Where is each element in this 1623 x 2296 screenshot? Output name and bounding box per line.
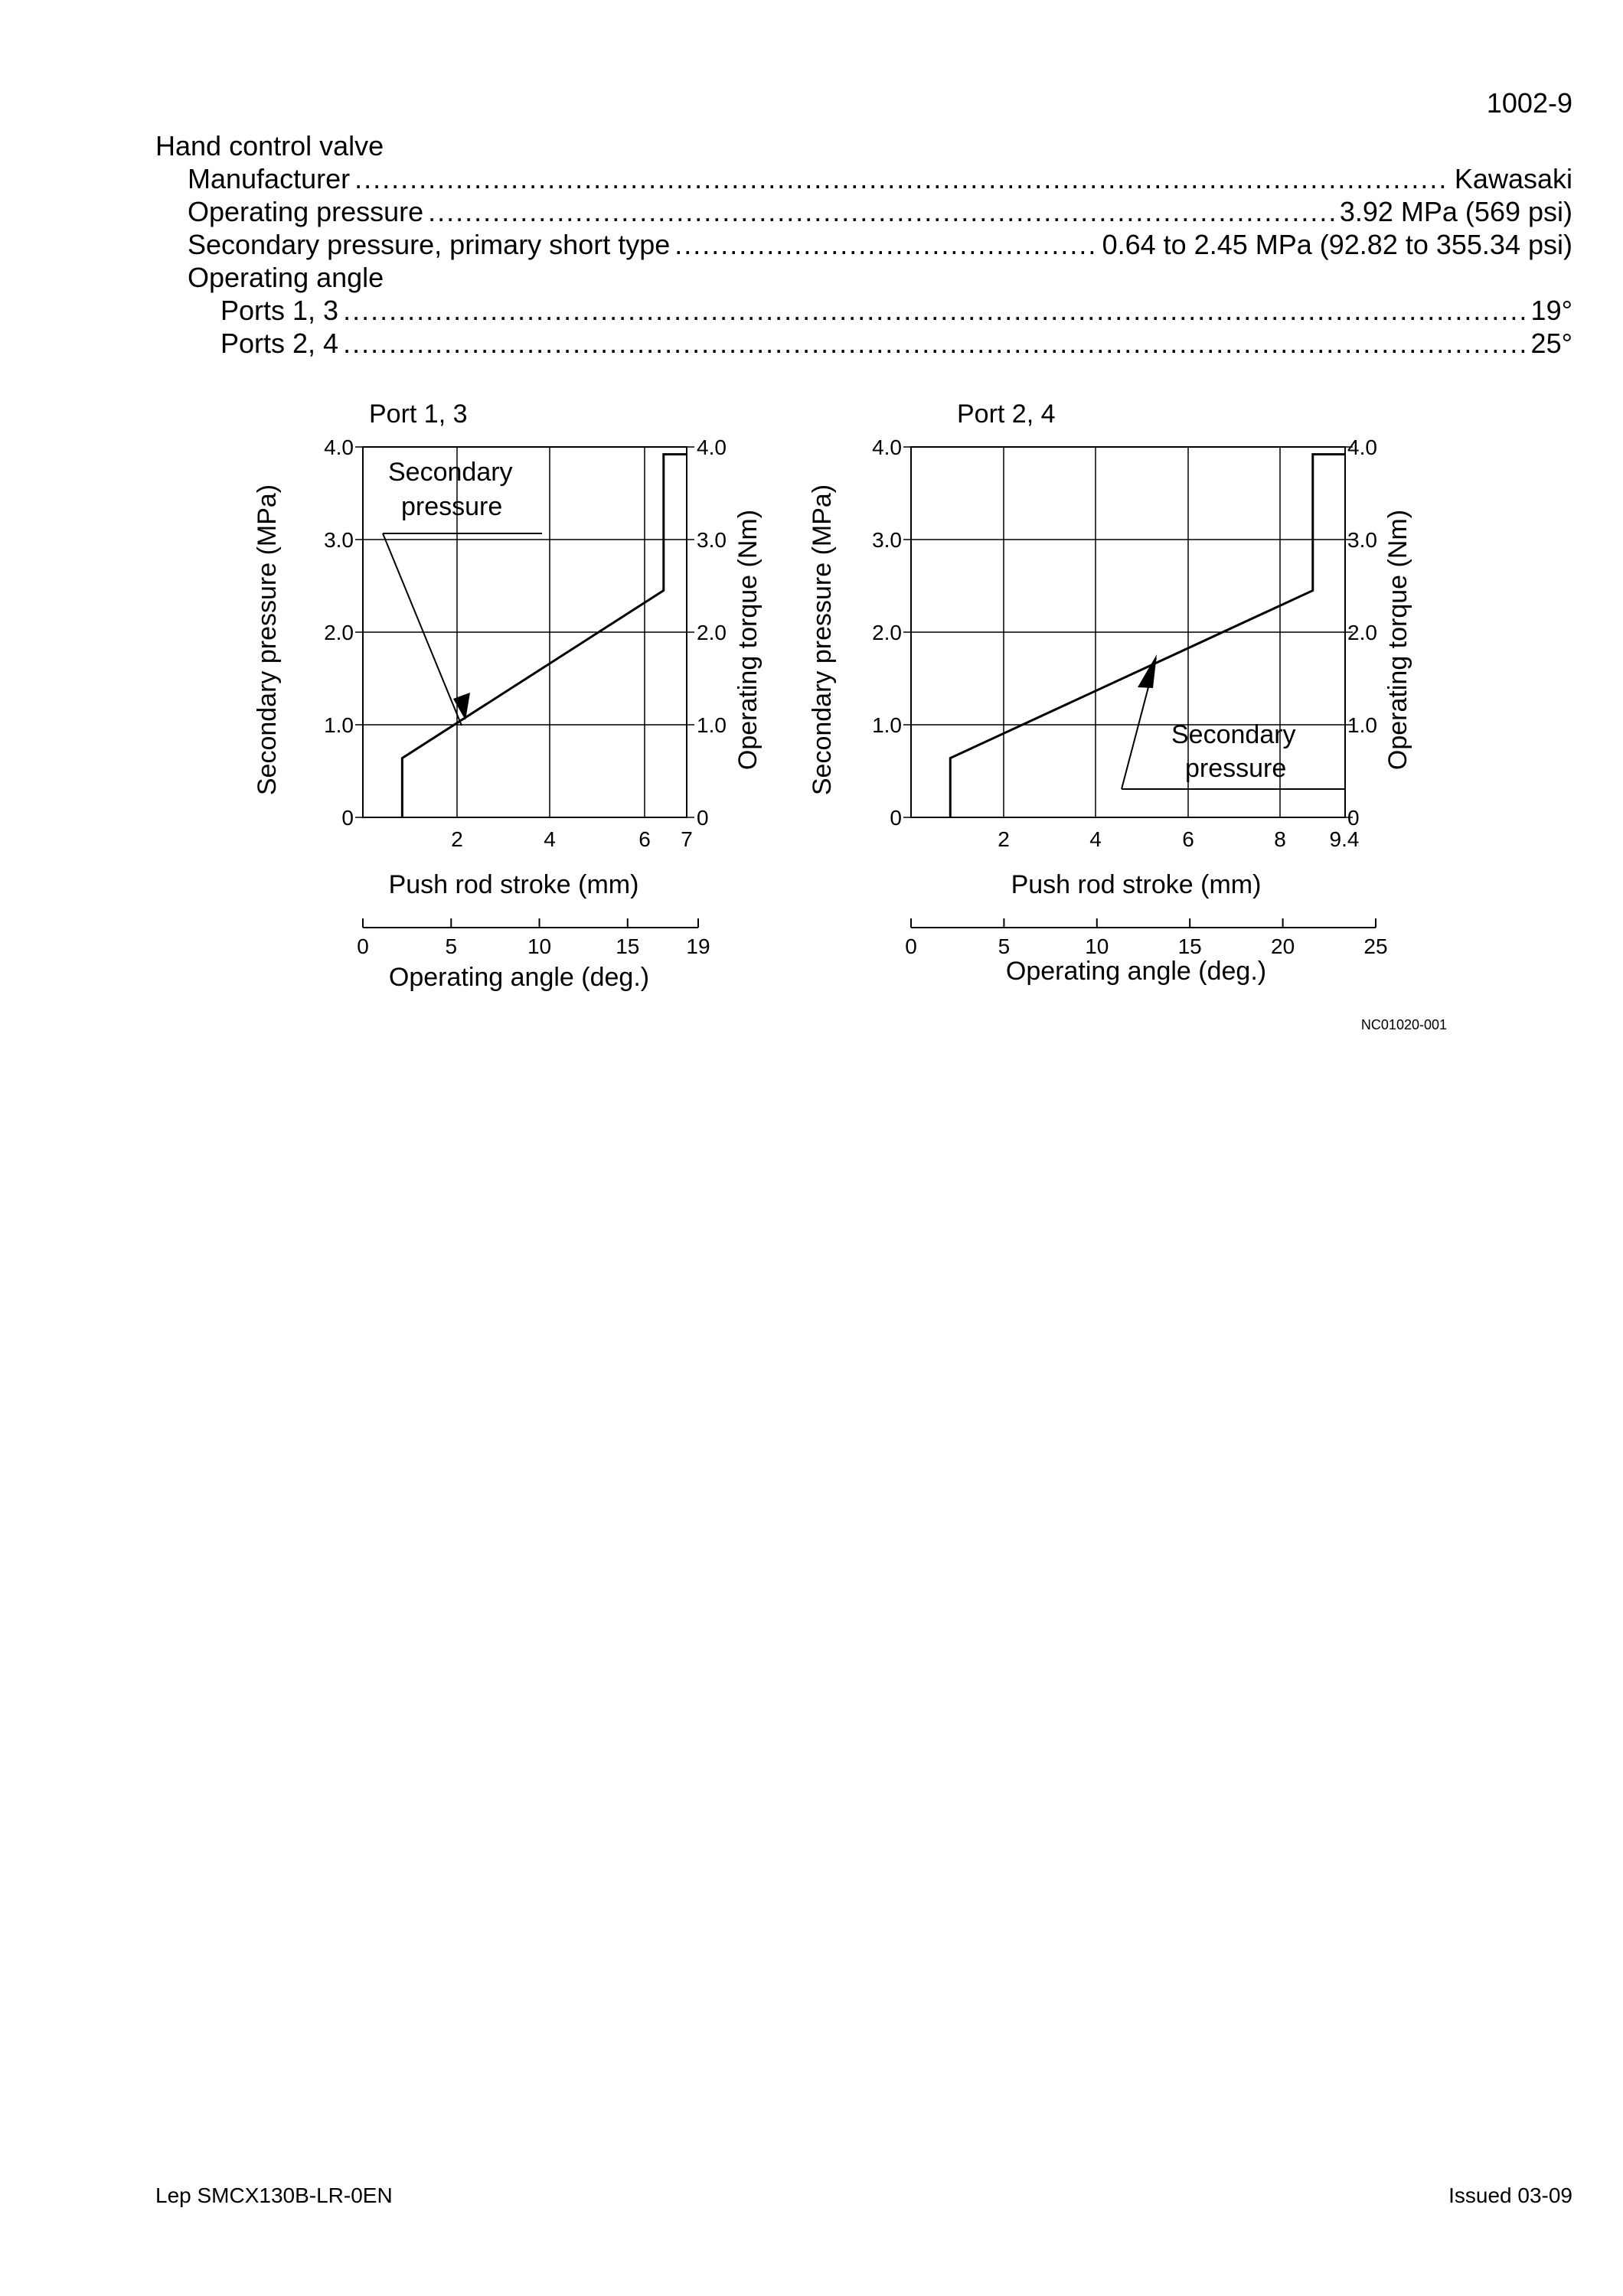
operating-angle-tick-label: 0 [905, 934, 917, 958]
x-tick-label: 4 [544, 827, 556, 851]
y-axis-label-left: Secondary pressure (MPa) [808, 484, 837, 796]
x-axis-label: Push rod stroke (mm) [1011, 870, 1262, 899]
annotation-label: pressure [401, 492, 503, 521]
spec-operating-angle-heading: Operating angle [188, 262, 384, 293]
annotation-label: Secondary [1171, 720, 1296, 749]
figure-code: NC01020-001 [1360, 1017, 1447, 1032]
x-axis-label: Push rod stroke (mm) [388, 870, 639, 899]
operating-angle-tick-label: 25 [1363, 934, 1388, 958]
operating-angle-label: Operating angle (deg.) [388, 963, 650, 992]
x-tick-label: 6 [638, 827, 651, 851]
spec-label: Secondary pressure, primary short type [188, 229, 671, 260]
footer-doc-id: Lep SMCX130B-LR-0EN [155, 2183, 393, 2207]
operating-angle-tick-label: 10 [1085, 934, 1109, 958]
operating-angle-label: Operating angle (deg.) [1005, 957, 1267, 986]
y-tick-label-left: 3.0 [324, 528, 354, 552]
annotation-label: Secondary [388, 458, 513, 487]
spec-value: 25° [1530, 328, 1572, 359]
x-tick-label: 6 [1182, 827, 1194, 851]
spec-label: Ports 2, 4 [220, 328, 339, 359]
y-tick-label-right: 3.0 [1347, 528, 1377, 552]
chart-title: Port 2, 4 [957, 400, 1056, 429]
spec-title: Hand control valve [155, 130, 384, 161]
y-tick-label-left: 4.0 [872, 435, 902, 459]
y-tick-label-left: 1.0 [324, 713, 354, 737]
y-tick-label-right: 1.0 [697, 713, 727, 737]
operating-angle-tick-label: 5 [998, 934, 1011, 958]
y-tick-label-right: 2.0 [697, 621, 727, 644]
y-tick-label-right: 4.0 [1347, 435, 1377, 459]
x-tick-label: 2 [998, 827, 1010, 851]
y-axis-label-right: Operating torque (Nm) [1383, 509, 1412, 771]
x-tick-label: 7 [681, 827, 693, 851]
page-number: 1002-9 [1486, 87, 1572, 119]
y-tick-label-right: 0 [1347, 806, 1360, 830]
y-tick-label-right: 1.0 [1347, 713, 1377, 737]
spec-value: 0.64 to 2.45 MPa (92.82 to 355.34 psi) [1102, 229, 1572, 260]
y-tick-label-left: 1.0 [872, 713, 902, 737]
operating-angle-tick-label: 0 [357, 934, 369, 958]
x-tick-label: 9.4 [1329, 827, 1360, 851]
annotation-leader [383, 533, 462, 726]
operating-angle-tick-label: 20 [1271, 934, 1295, 958]
spec-label: Manufacturer [188, 163, 351, 194]
x-tick-label: 8 [1274, 827, 1286, 851]
y-tick-label-left: 2.0 [872, 621, 902, 644]
annotation-label: pressure [1185, 754, 1287, 783]
y-tick-label-right: 3.0 [697, 528, 727, 552]
y-tick-label-left: 3.0 [872, 528, 902, 552]
y-tick-label-left: 0 [341, 806, 354, 830]
operating-angle-tick-label: 15 [1177, 934, 1202, 958]
spec-label: Ports 1, 3 [220, 295, 339, 326]
y-tick-label-right: 4.0 [697, 435, 727, 459]
x-tick-label: 4 [1089, 827, 1102, 851]
spec-value: 3.92 MPa (569 psi) [1339, 196, 1572, 227]
y-tick-label-left: 4.0 [324, 435, 354, 459]
y-tick-label-left: 2.0 [324, 621, 354, 644]
y-tick-label-right: 0 [697, 806, 709, 830]
y-tick-label-right: 2.0 [1347, 621, 1377, 644]
y-axis-label-left: Secondary pressure (MPa) [253, 484, 282, 796]
spec-label: Operating pressure [188, 196, 424, 227]
chart-title: Port 1, 3 [369, 400, 468, 429]
operating-angle-tick-label: 10 [527, 934, 552, 958]
operating-angle-tick-label: 15 [616, 934, 640, 958]
operating-angle-tick-label: 5 [445, 934, 458, 958]
spec-value: 19° [1530, 295, 1572, 326]
spec-value: Kawasaki [1454, 163, 1572, 194]
y-axis-label-right: Operating torque (Nm) [733, 509, 763, 771]
x-tick-label: 2 [451, 827, 463, 851]
operating-angle-tick-label: 19 [686, 934, 710, 958]
footer-issue-date: Issued 03-09 [1448, 2183, 1572, 2207]
y-tick-label-left: 0 [890, 806, 902, 830]
